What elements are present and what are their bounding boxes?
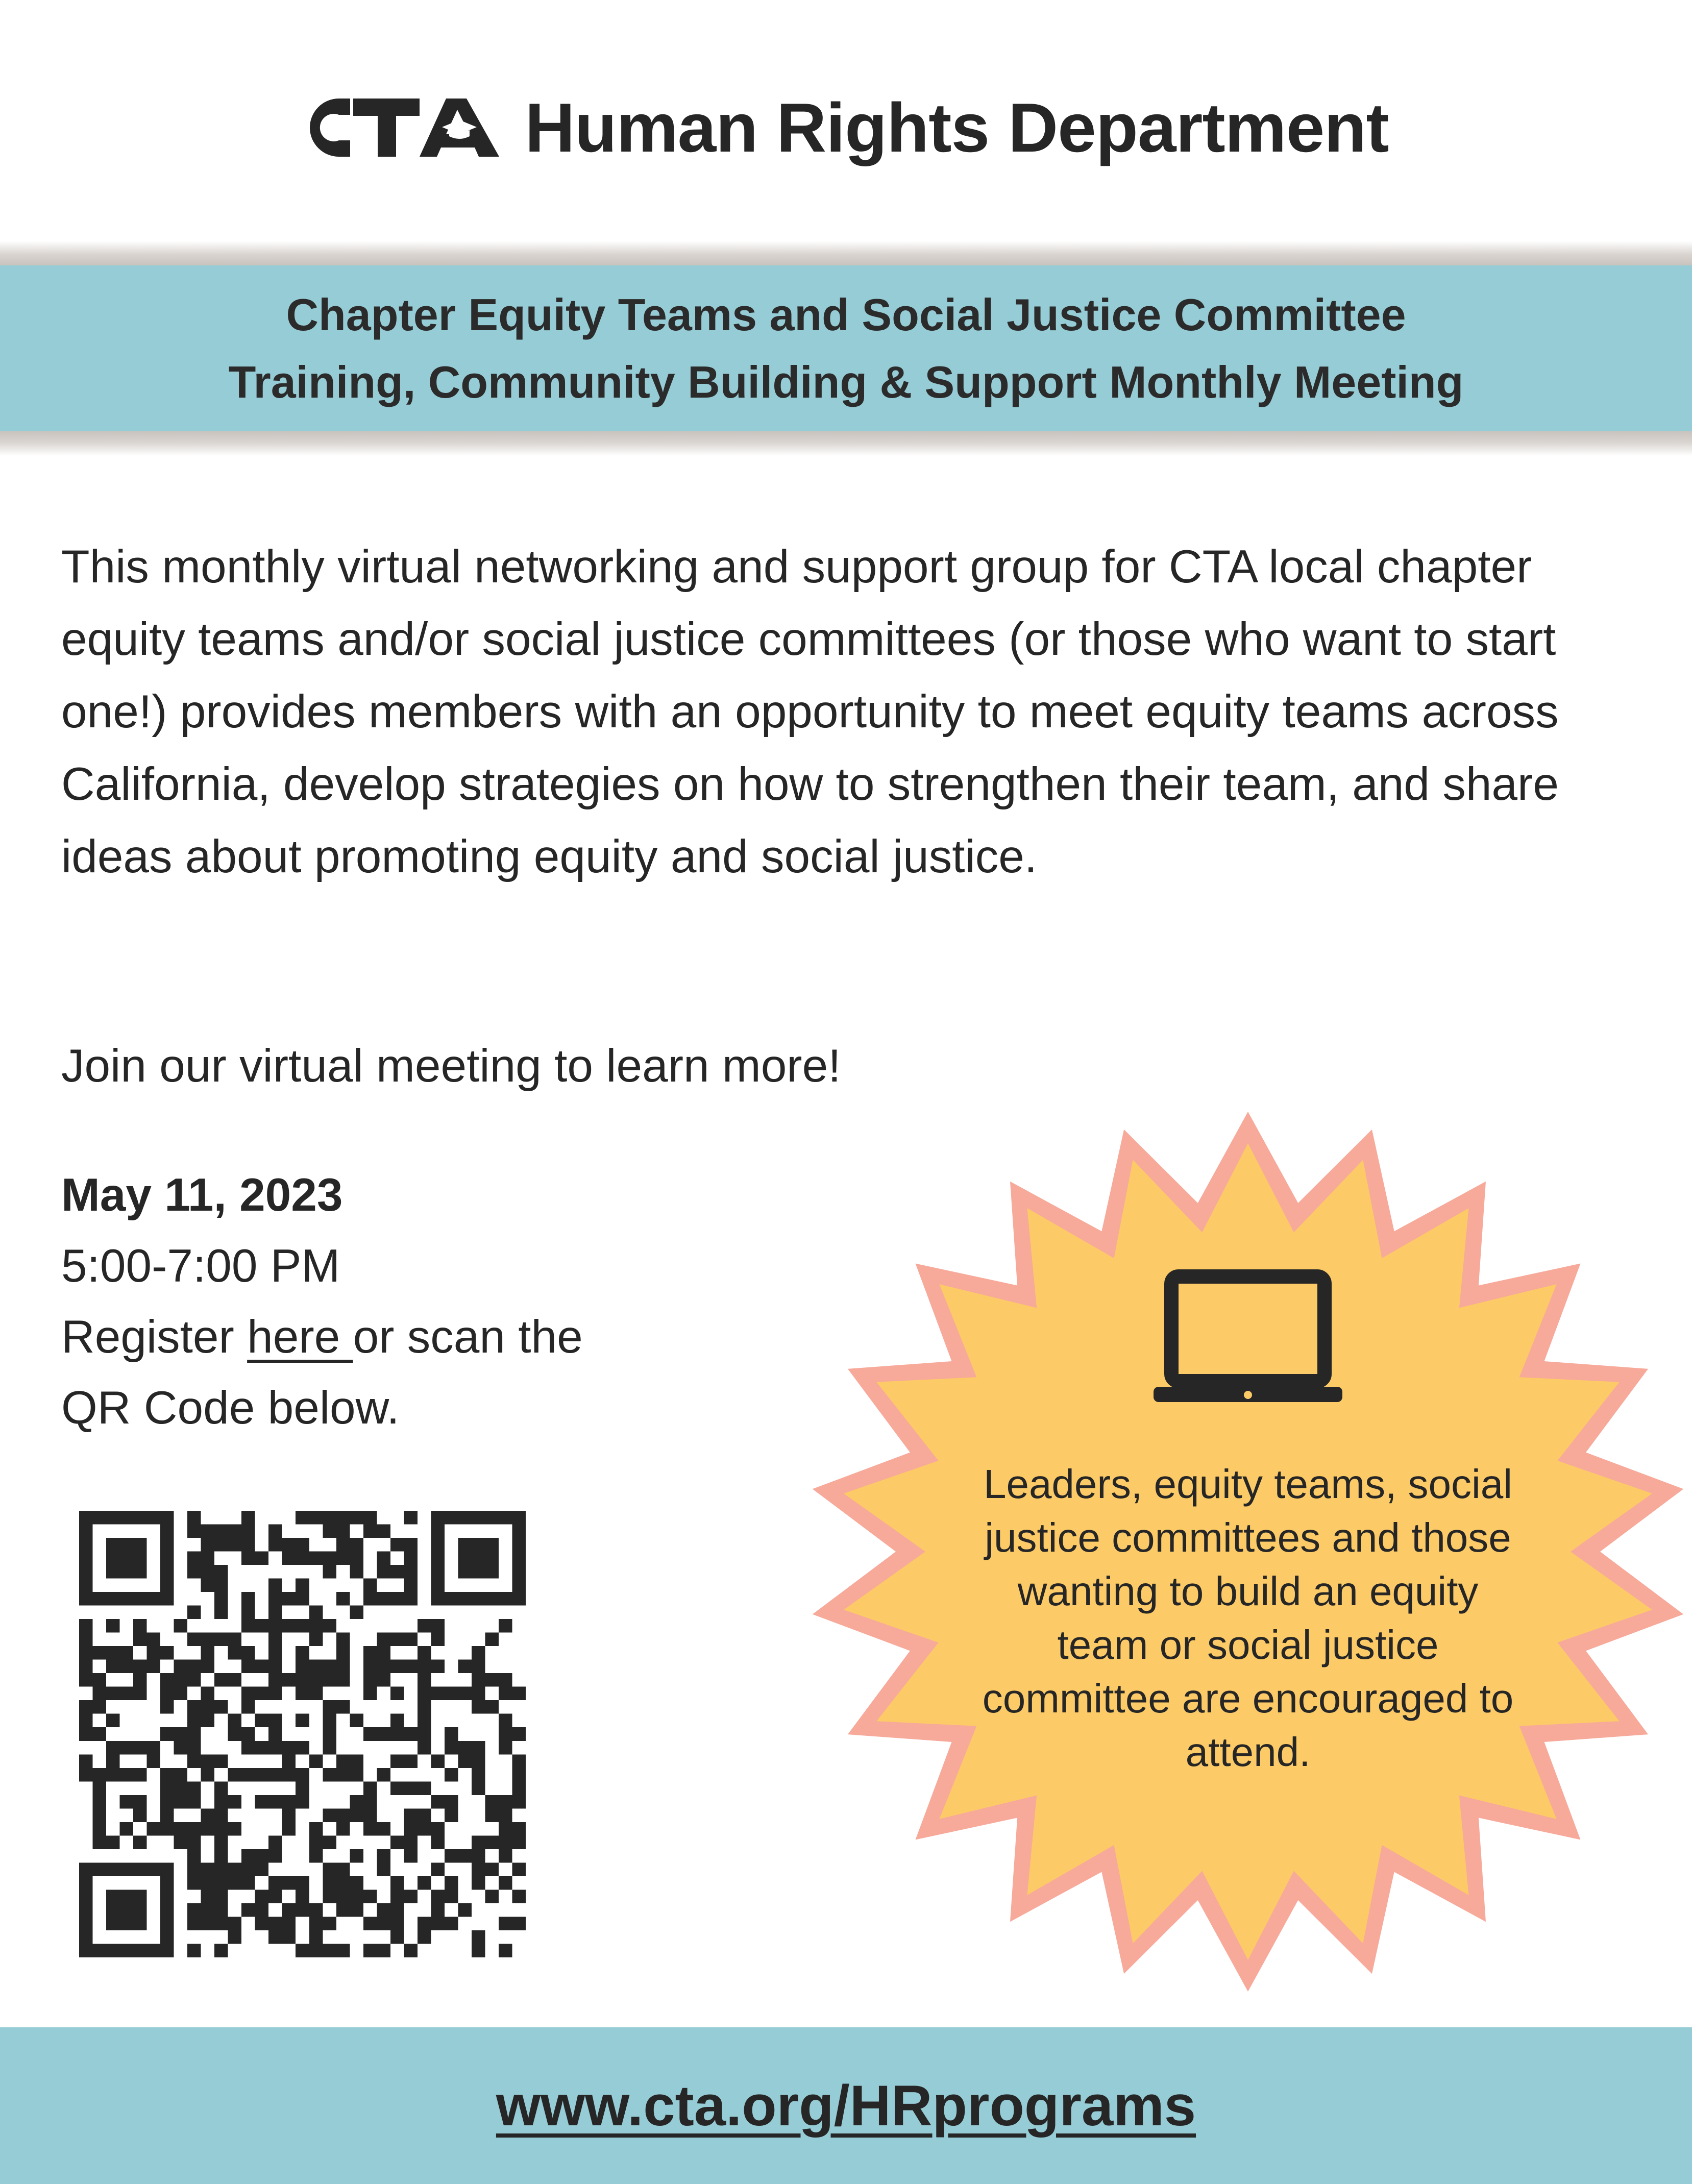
cta-logo [303,94,507,161]
register-prefix: Register [61,1311,248,1363]
register-suffix: or scan the [353,1311,583,1363]
website-link[interactable]: www.cta.org/HRprograms [496,2074,1196,2138]
banner-shadow-bottom [0,431,1692,456]
event-time: 5:00-7:00 PM [61,1240,340,1292]
event-details [61,1160,583,1443]
banner-title-line-2: Training, Community Building & Support Monthly Meeting [228,356,1464,407]
intro-paragraph: This monthly virtual networking and support group for CTA local chapter equity teams and/or social justice committees (or those who want to start one!) provides members with an opportunity to meet equity teams across California, develop strategies on how to strengthen their team, and share ideas about promoting equity and social justice. [61,541,1559,882]
banner-shadow-top [0,241,1692,265]
title-banner [0,265,1692,431]
call-to-action: Join our virtual meeting to learn more! [61,1040,841,1092]
register-line [61,1302,583,1372]
banner-title-line-1: Chapter Equity Teams and Social Justice Committee [286,289,1406,340]
header [0,77,1692,179]
register-link[interactable]: here [247,1311,353,1363]
event-date: May 11, 2023 [61,1169,343,1221]
callout-text: Leaders, equity teams, social justice committees and those wanting to build an equity team or social justice committee are encouraged to attend. [982,1461,1514,1775]
register-line-2: QR Code below. [61,1382,400,1434]
footer [0,2027,1692,2184]
department-title: Human Rights Department [525,89,1389,166]
qr-code[interactable] [79,1511,526,1957]
